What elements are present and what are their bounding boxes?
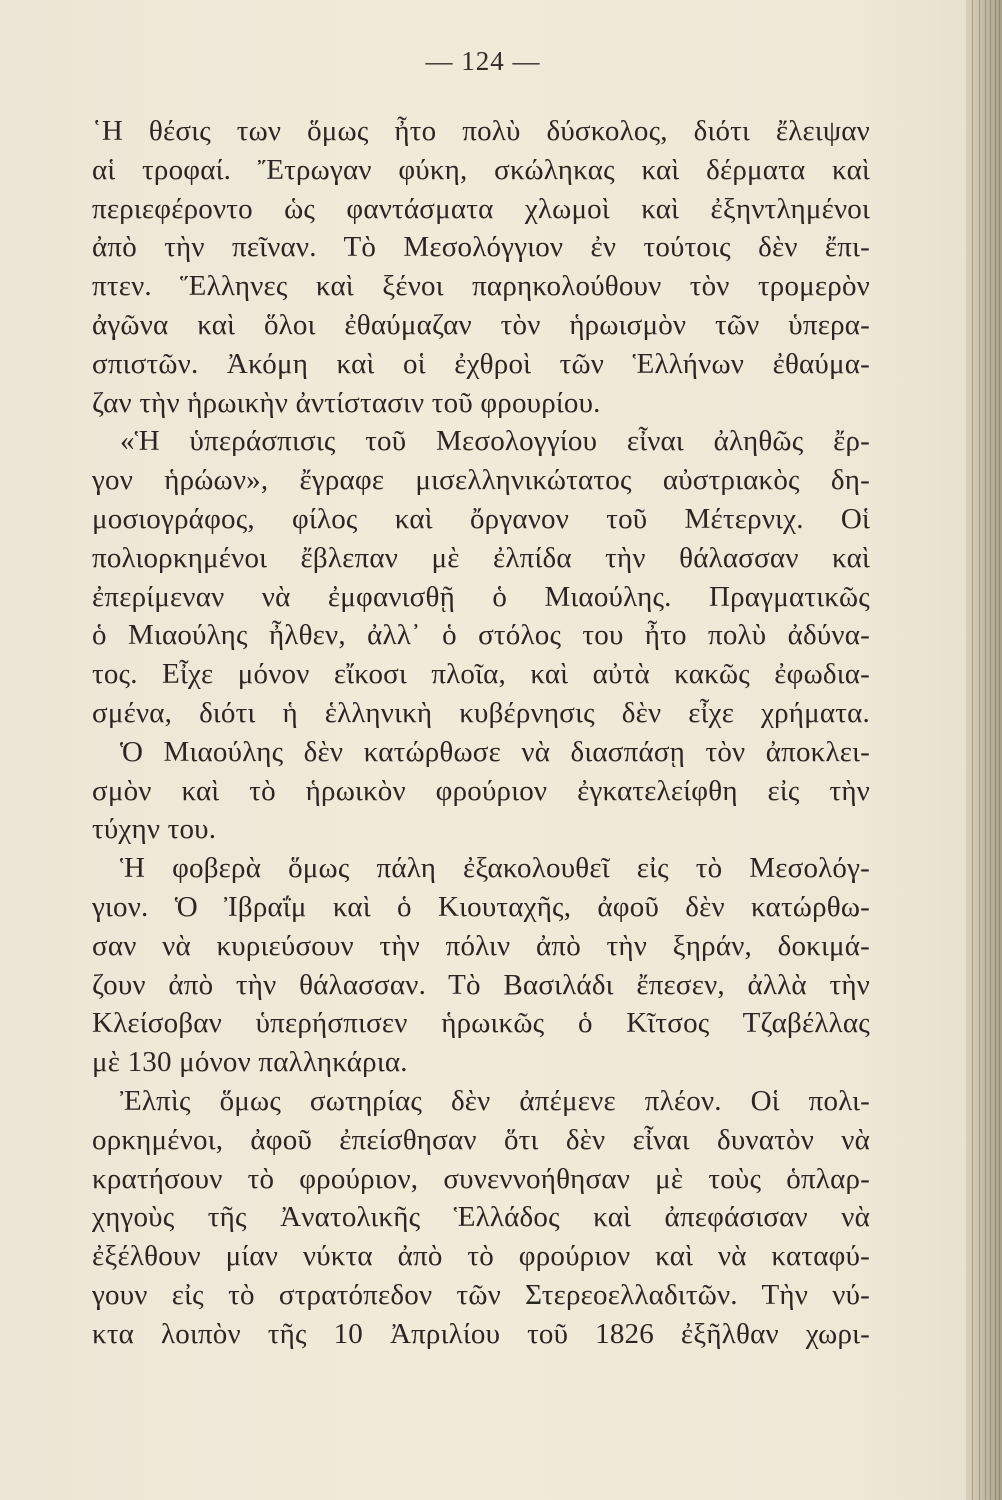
text-line: κτα λοιπὸν τῆς 10 Ἀπριλίου τοῦ 1826 ἐξῆλθαν χωρι- <box>92 1317 870 1350</box>
text-line: Ὁ Μιαούλης δὲν κατώρθωσε νὰ διασπάσῃ τὸν ἀποκλει- <box>120 735 870 768</box>
text-line: σαν νὰ κυριεύσουν τὴν πόλιν ἀπὸ τὴν ξηράν, δοκιμά- <box>92 929 870 962</box>
text-line: πτεν. Ἕλληνες καὶ ξένοι παρηκολούθουν τὸν τρομερὸν <box>92 270 870 303</box>
text-line: σπιστῶν. Ἀκόμη καὶ οἱ ἐχθροὶ τῶν Ἑλλήνων ἐθαύμα- <box>92 347 870 380</box>
text-line: ἐξέλθουν μίαν νύκτα ἀπὸ τὸ φρούριον καὶ νὰ καταφύ- <box>92 1240 870 1273</box>
text-line: ορκημένοι, ἀφοῦ ἐπείσθησαν ὅτι δὲν εἶναι δυνατὸν νὰ <box>92 1123 870 1156</box>
text-line: γιον. Ὁ Ἰβραΐμ καὶ ὁ Κιουταχῆς, ἀφοῦ δὲν κατώρθω- <box>92 890 870 923</box>
text-line: σμὸν καὶ τὸ ἡρωικὸν φρούριον ἐγκατελείφθη εἰς τὴν <box>92 774 870 807</box>
text-line: αἱ τροφαί. Ἔτρωγαν φύκη, σκώληκας καὶ δέρματα καὶ <box>92 153 870 186</box>
text-line: τύχην του. <box>92 813 217 846</box>
text-line: «Ἡ ὑπεράσπισις τοῦ Μεσολογγίου εἶναι ἀληθῶς ἔρ- <box>120 425 870 458</box>
text-line: ὁ Μιαούλης ἦλθεν, ἀλλ᾽ ὁ στόλος του ἦτο πολὺ ἀδύνα- <box>92 619 870 652</box>
text-line: Ἡ φοβερὰ ὅμως πάλη ἐξακολουθεῖ εἰς τὸ Μεσολόγ- <box>120 852 870 885</box>
text-line: πολιορκημένοι ἔβλεπαν μὲ ἐλπίδα τὴν θάλασσαν καὶ <box>92 541 870 574</box>
text-line: Ἐλπὶς ὅμως σωτηρίας δὲν ἀπέμενε πλέον. Οἱ πολι- <box>120 1084 870 1117</box>
body-text <box>92 112 870 1354</box>
text-line: ἐπερίμεναν νὰ ἐμφανισθῇ ὁ Μιαούλης. Πραγματικῶς <box>92 580 870 613</box>
text-line: γουν εἰς τὸ στρατόπεδον τῶν Στερεοελλαδιτῶν. Τὴν νύ- <box>92 1278 870 1311</box>
text-line: γον ἡρώων», ἔγραφε μισελληνικώτατος αὐστριακὸς δη- <box>92 464 870 497</box>
text-line: τος. Εἶχε μόνον εἴκοσι πλοῖα, καὶ αὐτὰ κακῶς ἐφωδια- <box>92 658 870 691</box>
text-line: ἀγῶνα καὶ ὅλοι ἐθαύμαζαν τὸν ἡρωισμὸν τῶν ὑπερα- <box>92 308 870 341</box>
text-line: χηγοὺς τῆς Ἀνατολικῆς Ἑλλάδος καὶ ἀπεφάσισαν νὰ <box>92 1201 870 1234</box>
text-line: ῾Η θέσις των ὅμως ἦτο πολὺ δύσκολος, διότι ἔλειψαν <box>92 115 870 147</box>
text-line: μὲ 130 μόνον παλληκάρια. <box>92 1046 408 1079</box>
text-line: ζαν τὴν ἡρωικὴν ἀντίστασιν τοῦ φρουρίου. <box>92 386 601 419</box>
text-line: κρατήσουν τὸ φρούριον, συνεννοήθησαν μὲ τοὺς ὁπλαρ- <box>92 1162 870 1195</box>
text-line: ζουν ἀπὸ τὴν θάλασσαν. Τὸ Βασιλάδι ἔπεσεν, ἀλλὰ τὴν <box>92 968 870 1001</box>
text-line: μοσιογράφος, φίλος καὶ ὄργανον τοῦ Μέτερνιχ. Οἱ <box>92 502 870 535</box>
page-edge <box>966 0 1002 1500</box>
page-number: — 124 — <box>425 46 541 76</box>
text-line: Κλείσοβαν ὑπερήσπισεν ἡρωικῶς ὁ Κῖτσος Τζαβέλλας <box>92 1007 870 1040</box>
text-line: ἀπὸ τὴν πεῖναν. Τὸ Μεσολόγγιον ἐν τούτοις δὲν ἔπι- <box>92 231 870 264</box>
text-line: σμένα, διότι ἡ ἑλληνικὴ κυβέρνησις δὲν εἶχε χρήματα. <box>92 696 870 729</box>
text-line: περιεφέροντο ὡς φαντάσματα χλωμοὶ καὶ ἐξηντλημένοι <box>92 192 870 225</box>
